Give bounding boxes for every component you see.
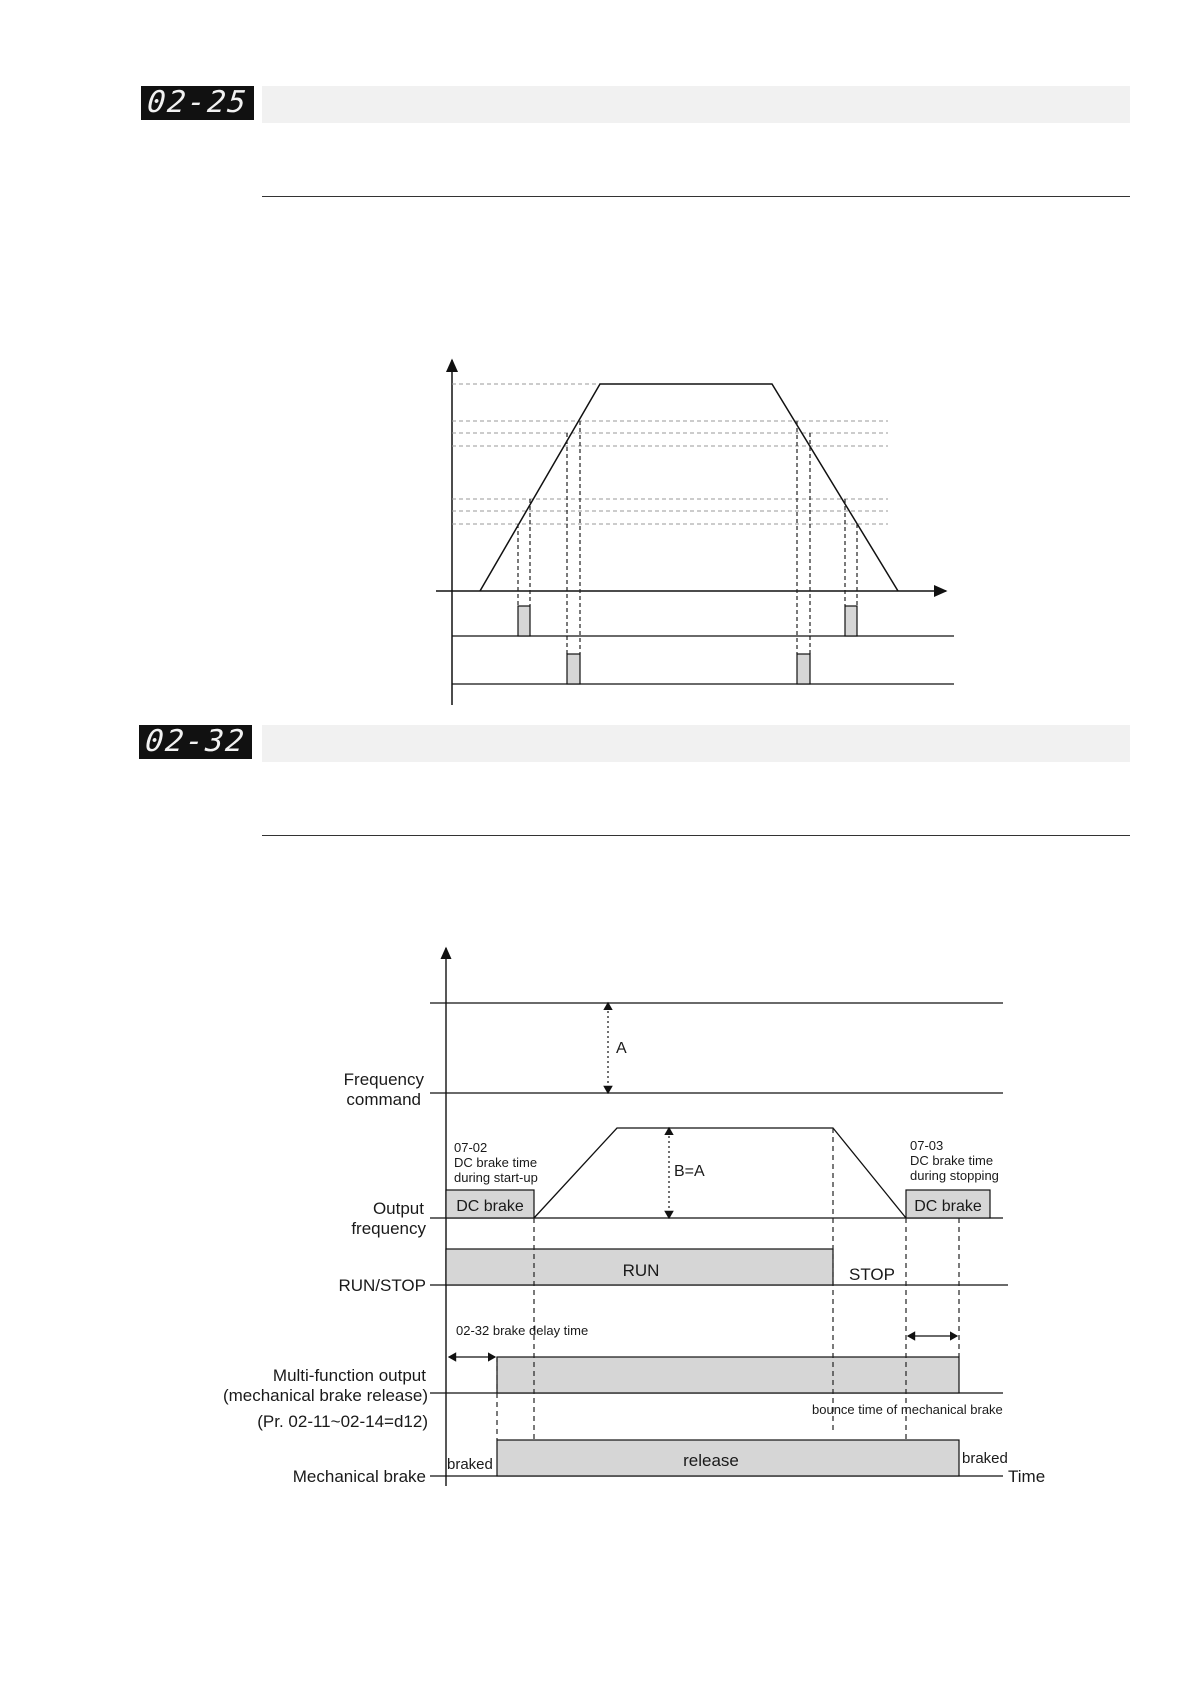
dc-start-line1: DC brake time [454, 1155, 538, 1170]
output-frequency-profile [534, 1128, 906, 1218]
dc-brake-stop-label: DC brake [914, 1198, 982, 1215]
dc-brake-start-label: DC brake [456, 1198, 524, 1215]
output-freq-label-2: frequency [351, 1219, 426, 1238]
mech-brake-axis-label: Mechanical brake [292, 1467, 426, 1486]
stop-label: STOP [849, 1265, 895, 1284]
dc-stop-line2: during stopping [910, 1168, 999, 1183]
release-label: release [683, 1451, 739, 1470]
freq-cmd-label-1: Frequency [343, 1070, 424, 1089]
mfo-release-box [497, 1357, 959, 1393]
dc-stop-code: 07-03 [910, 1138, 944, 1153]
bounce-time-label: bounce time of mechanical brake [812, 1402, 1003, 1417]
braked-end-label: braked [962, 1450, 1008, 1467]
dc-start-code: 07-02 [454, 1140, 488, 1155]
output-freq-label-1: Output [372, 1199, 424, 1218]
dc-stop-line1: DC brake time [910, 1153, 994, 1168]
label-b-eq-a: B=A [674, 1163, 705, 1180]
delay-time-label: 02-32 brake delay time [456, 1323, 589, 1338]
mfo-label-2: (mechanical brake release) [222, 1386, 428, 1405]
run-label: RUN [622, 1261, 660, 1280]
mfo-label-3: (Pr. 02-11~02-14=d12) [257, 1412, 428, 1431]
dc-start-line2: during start-up [454, 1170, 538, 1185]
mfo-label-1: Multi-function output [272, 1366, 426, 1385]
time-axis-label: Time [1008, 1467, 1046, 1486]
param-code: 02-25 [145, 85, 250, 120]
freq-cmd-label-2: command [346, 1090, 421, 1109]
param-code: 02-32 [143, 724, 248, 759]
braked-start-label: braked [447, 1456, 493, 1473]
run-stop-axis-label: RUN/STOP [338, 1276, 426, 1295]
label-a: A [616, 1040, 627, 1057]
